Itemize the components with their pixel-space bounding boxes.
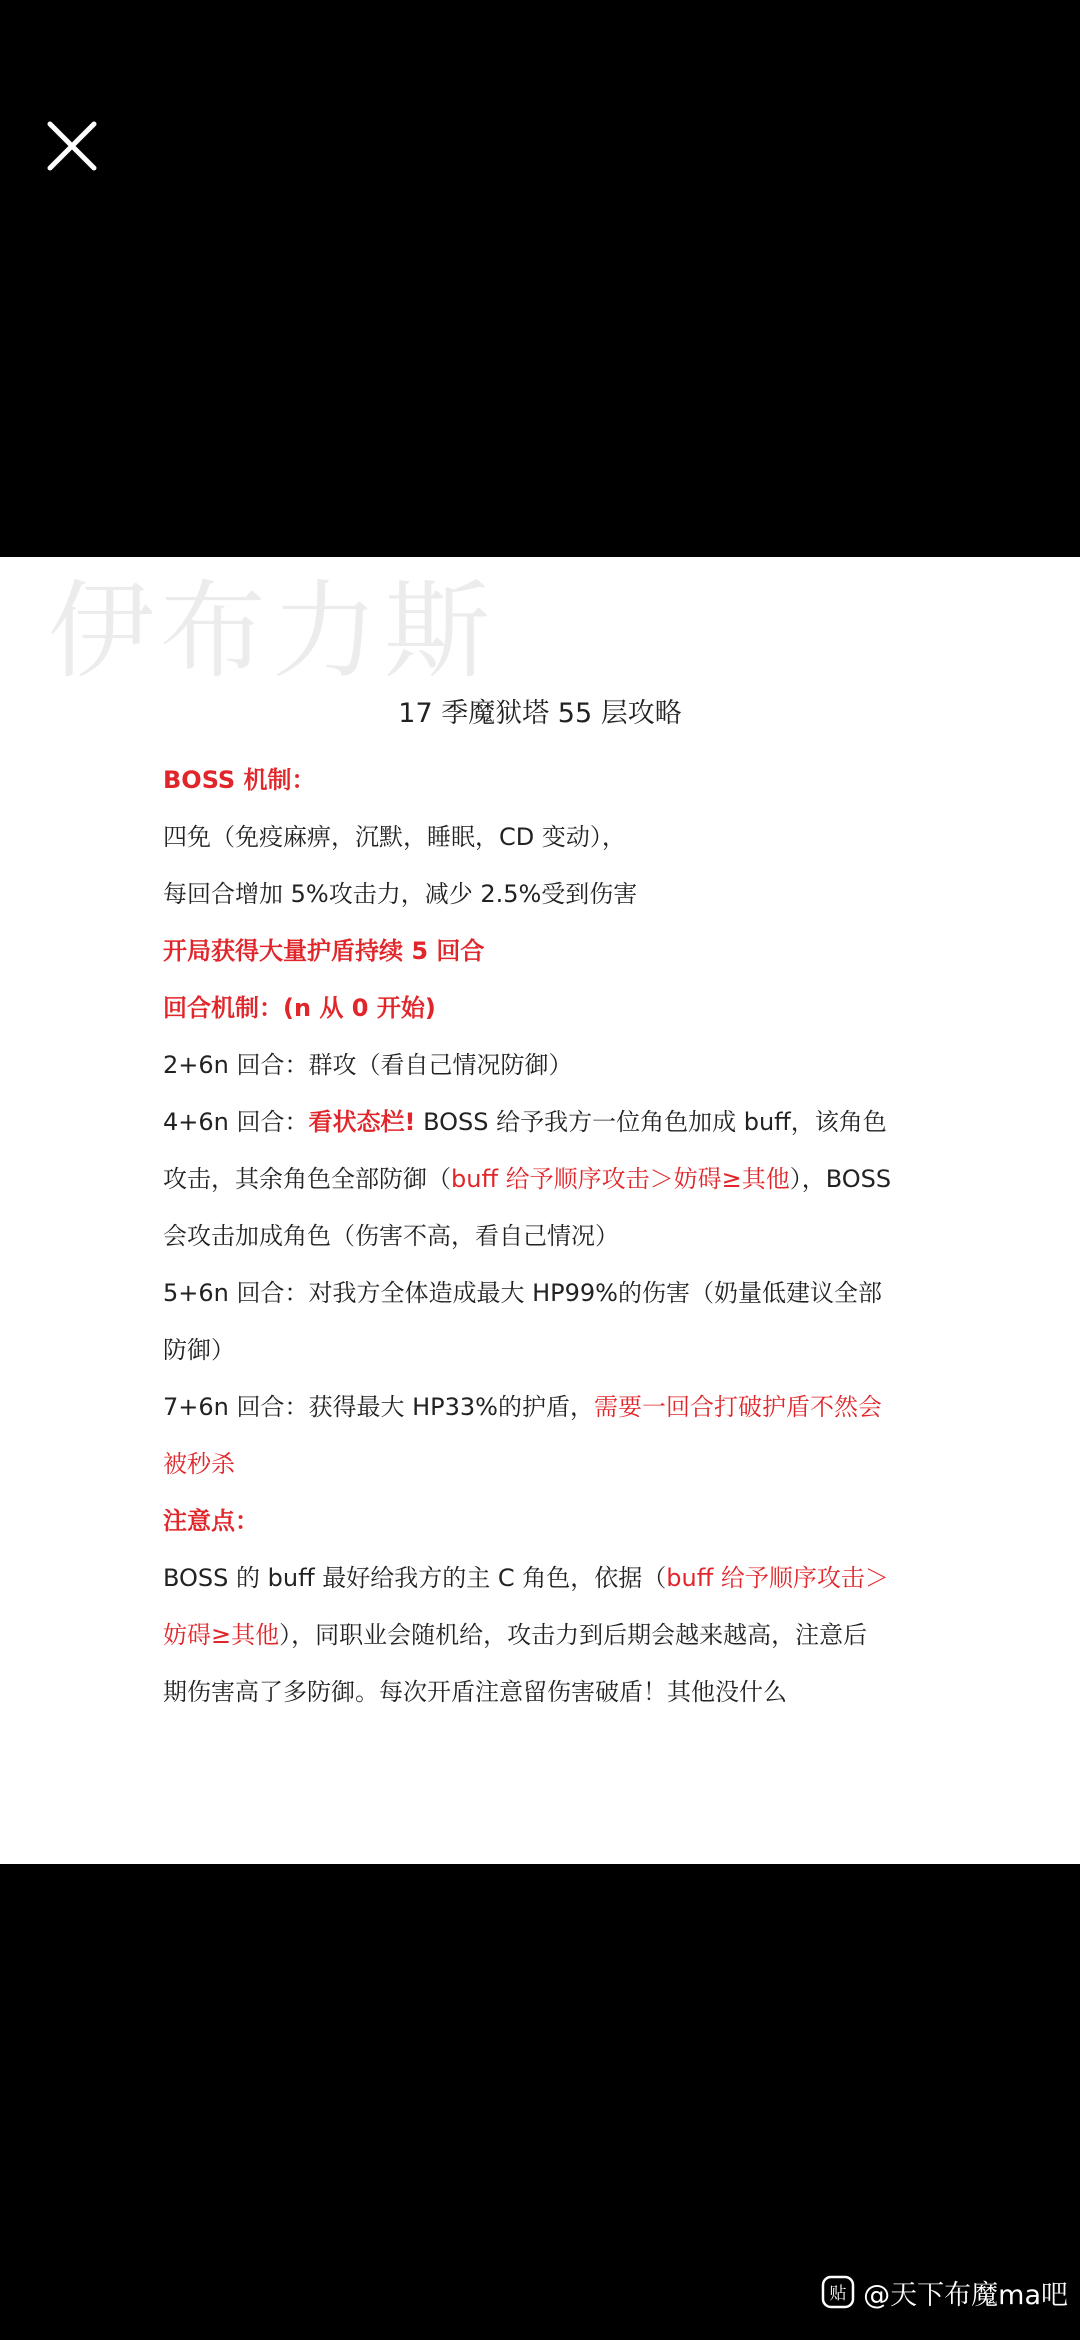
- round-4-text-3: ），BOSS: [789, 1165, 892, 1193]
- source-watermark: [821, 2270, 1068, 2314]
- guide-title: 17 季魔狱塔 55 层攻略: [398, 698, 682, 729]
- round-4-line-3: 会攻击加成角色（伤害不高，看自己情况）: [163, 1222, 619, 1250]
- buff-priority-text: buff 给予顺序攻击＞妨碍≥其他: [451, 1165, 790, 1193]
- notes-highlight-1: buff 给予顺序攻击＞: [666, 1564, 889, 1592]
- round-5-line: 5+6n 回合：对我方全体造成最大 HP99%的伤害（奶量低建议全部: [163, 1279, 882, 1307]
- round-mechanic-heading: 回合机制：(n 从 0 开始): [163, 994, 436, 1022]
- notes-line-2: [163, 1607, 938, 1664]
- tieba-icon: [821, 2275, 855, 2309]
- boss-mechanic-heading: BOSS 机制：: [163, 766, 316, 794]
- round-4-text: BOSS 给予我方一位角色加成 buff，该角色: [415, 1108, 887, 1136]
- notes-highlight-2: 妨碍≥其他: [163, 1621, 280, 1649]
- round-7-text: 7+6n 回合：获得最大 HP33%的护盾，: [163, 1393, 594, 1421]
- round-4-highlight: 看状态栏!: [308, 1108, 416, 1136]
- close-icon: [36, 110, 108, 182]
- round-7-line-2: 被秒杀: [163, 1450, 235, 1478]
- close-button[interactable]: [36, 110, 108, 182]
- notes-line-3: 期伤害高了多防御。每次开盾注意留伤害破盾！其他没什么: [163, 1678, 787, 1706]
- watermark: 伊布力斯: [48, 570, 496, 693]
- round-4-line: [163, 1094, 938, 1151]
- round-4-text-2: 攻击，其余角色全部防御（: [163, 1165, 451, 1193]
- round-4-label: 4+6n 回合：: [163, 1108, 309, 1136]
- guide-body: [163, 752, 938, 1721]
- svg-text:贴: 贴: [829, 2284, 847, 2304]
- notes-text-2: ），同职业会随机给，攻击力到后期会越来越高，注意后: [279, 1621, 868, 1649]
- round-5-line-2: 防御）: [163, 1336, 235, 1364]
- source-label: @天下布魔ma吧: [863, 2279, 1068, 2311]
- notes-text-1: BOSS 的 buff 最好给我方的主 C 角色，依据（: [163, 1564, 667, 1592]
- round-4-line-2: [163, 1151, 938, 1208]
- round-7-line: [163, 1379, 938, 1436]
- notes-heading: 注意点：: [163, 1507, 259, 1535]
- round-2-line: 2+6n 回合：群攻（看自己情况防御）: [163, 1051, 573, 1079]
- boss-immunity-line: 四免（免疫麻痹，沉默，睡眠，CD 变动），: [163, 823, 626, 851]
- boss-scaling-line: 每回合增加 5%攻击力，减少 2.5%受到伤害: [163, 880, 638, 908]
- shield-warning-line: 开局获得大量护盾持续 5 回合: [163, 937, 485, 965]
- guide-image[interactable]: [0, 557, 1080, 1864]
- notes-line-1: [163, 1550, 938, 1607]
- round-7-warning: 需要一回合打破护盾不然会: [593, 1393, 882, 1421]
